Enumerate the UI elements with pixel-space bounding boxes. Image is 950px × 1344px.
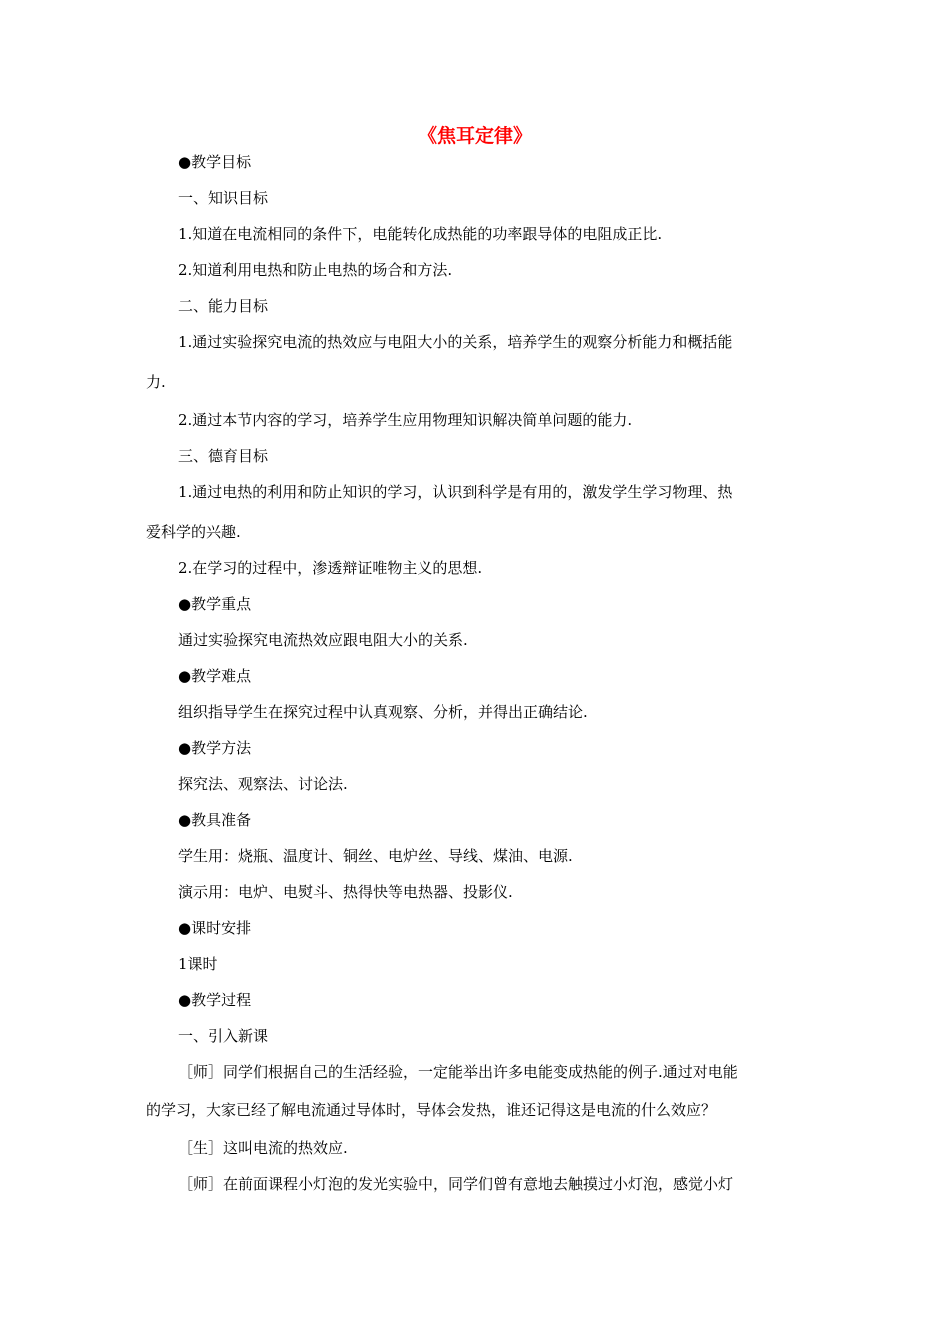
- section-heading-difficulties: ●教学难点: [178, 667, 252, 685]
- paragraph-line-continued: 的学习，大家已经了解电流通过导体时，导体会发热，谁还记得这是电流的什么效应？: [146, 1101, 717, 1119]
- subheading-ability-objectives: 二、能力目标: [178, 297, 269, 315]
- paragraph-line: 1.通过实验探究电流的热效应与电阻大小的关系，培养学生的观察分析能力和概括能: [178, 333, 733, 351]
- subheading-moral-objectives: 三、德育目标: [178, 447, 269, 465]
- paragraph-line: 2.通过本节内容的学习，培养学生应用物理知识解决简单问题的能力.: [178, 411, 633, 429]
- paragraph-line: ［师］同学们根据自己的生活经验，一定能举出许多电能变成热能的例子.通过对电能: [178, 1063, 738, 1081]
- paragraph-line: 1.知道在电流相同的条件下，电能转化成热能的功率跟导体的电阻成正比.: [178, 225, 663, 243]
- subheading-knowledge-objectives: 一、知识目标: [178, 189, 269, 207]
- paragraph-line: 组织指导学生在探究过程中认真观察、分析，并得出正确结论.: [178, 703, 588, 721]
- paragraph-line: 演示用：电炉、电熨斗、热得快等电热器、投影仪.: [178, 883, 513, 901]
- paragraph-line-continued: 爱科学的兴趣.: [146, 523, 241, 541]
- section-heading-teaching-methods: ●教学方法: [178, 739, 252, 757]
- paragraph-line: ［师］在前面课程小灯泡的发光实验中，同学们曾有意地去触摸过小灯泡，感觉小灯: [178, 1175, 734, 1193]
- subheading-introduction: 一、引入新课: [178, 1027, 269, 1045]
- section-heading-teaching-objectives: ●教学目标: [178, 153, 252, 171]
- paragraph-line-continued: 力.: [146, 373, 166, 391]
- section-heading-key-points: ●教学重点: [178, 595, 252, 613]
- paragraph-line: 1课时: [178, 955, 218, 973]
- paragraph-line: 2.在学习的过程中，渗透辩证唯物主义的思想.: [178, 559, 483, 577]
- paragraph-line: 2.知道利用电热和防止电热的场合和方法.: [178, 261, 453, 279]
- section-heading-equipment: ●教具准备: [178, 811, 252, 829]
- paragraph-line: 学生用：烧瓶、温度计、铜丝、电炉丝、导线、煤油、电源.: [178, 847, 573, 865]
- paragraph-line: ［生］这叫电流的热效应.: [178, 1139, 348, 1157]
- paragraph-line: 通过实验探究电流热效应跟电阻大小的关系.: [178, 631, 468, 649]
- section-heading-teaching-process: ●教学过程: [178, 991, 252, 1009]
- document-title: 《焦耳定律》: [417, 125, 532, 147]
- paragraph-line: 1.通过电热的利用和防止知识的学习，认识到科学是有用的，激发学生学习物理、热: [178, 483, 733, 501]
- section-heading-schedule: ●课时安排: [178, 919, 252, 937]
- paragraph-line: 探究法、观察法、讨论法.: [178, 775, 348, 793]
